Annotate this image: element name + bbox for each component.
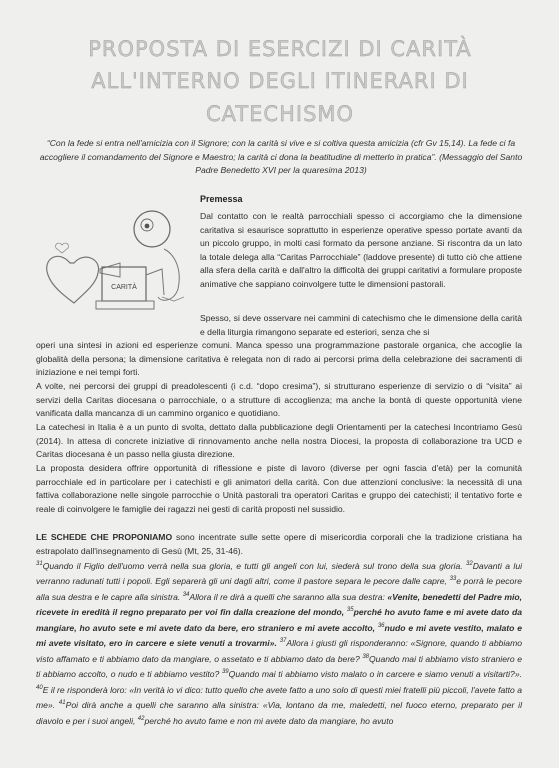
verse-number: 34: [182, 591, 190, 598]
verse-number: 40: [36, 684, 43, 691]
charity-illustration: [40, 205, 200, 325]
verse-text: Quando mai ti abbiamo visto malato o in carcere e siamo venuti a visitarti?».: [228, 669, 522, 680]
premessa-paragraph-5: La proposta desidera offrire opportunità di riflessione e piste di lavoro (diverse per ogni fascia d'età) per la comunità parrocchiale ed in particolare per i catechisti e gli animatori della carità. Con due attenzioni conclusive: la necessità di una fattiva collaborazione nelle singole parrocchie o Unità pastorali tra operatori Caritas e gruppo dei catechisti; il tentativo forte e reale di coinvolgere le famiglie dei ragazzi nei gesti di carità proposti nel sussidio.: [36, 463, 522, 514]
premessa-paragraph-1: Dal contatto con le realtà parrocchiali spesso ci accorgiamo che la dimensione caritativa si esaurisce soprattutto in esperienze operative spesso portate avanti da un piccolo gruppo, in molti casi formato da persone anziane. Si riscontra da un lato la totale delega alla “Caritas Parrocchiale” (laddove presente) di tutto ciò che attiene alla sfera della carità e dall'altro la difficoltà dei gruppi caritativi a formulare proposte animative che sappiano coinvolgere tutte le dimensioni pastorali.: [200, 211, 522, 289]
verse-text-bold: nudo e mi avete vestito, malato e mi avete visitato, ero in carcere e siete venuti a trovarmi».: [36, 622, 522, 649]
schede-paragraph: [36, 531, 522, 558]
verse-text: e porrà le pecore alla sua destra e le capre alla sinistra.: [36, 576, 522, 602]
premessa-paragraph-4: La catechesi in Italia è a un punto di svolta, dettato dalla pubblicazione degli Orientamenti per la catechesi Incontriamo Gesù (2014). In attesa di concrete iniziative di rinnovamento anche nella nostra Diocesi, la proposta di collaborazione tra UCD e Caritas diocesana è un passo nella giusta direzione.: [36, 422, 522, 460]
verse-text: E il re risponderà loro: «In verità io vi dico: tutto quello che avete fatto a uno solo di questi miei fratelli più piccoli, l'avete fatto a me».: [36, 684, 522, 710]
verse-number: 31: [36, 561, 43, 567]
verse-text: Poi dirà anche a quelli che saranno alla sinistra: «Via, lontano da me, maledetti, nel fuoco eterno, preparato per il diavolo e per i suoi angeli,: [36, 699, 522, 726]
premessa-paragraph-2a: Spesso, si deve osservare nei cammini di catechismo che le dimensione della carità e della liturgia rimangono separate ed esteriori, senza che si: [200, 313, 522, 337]
verse-text-bold: «Venite, benedetti del Padre mio, ricevete in eredità il regno preparato per voi fin dalla creazione del mondo,: [36, 591, 522, 618]
schede-heading: LE SCHEDE CHE PROPONIAMO: [36, 532, 173, 542]
verse-number: 32: [466, 561, 473, 567]
verse-number: 37: [279, 638, 287, 645]
charity-box-label: CARITÀ: [111, 284, 137, 291]
verse-number: 36: [377, 622, 385, 629]
verse-number: 41: [58, 700, 66, 707]
title-line-3: CATECHISMO: [205, 102, 355, 126]
premessa-paragraph-3: A volte, nei percorsi dei gruppi di preadolescenti (i c.d. “dopo cresima”), si strutturano esperienze di servizio o di “visita” ai servizi della Caritas diocesana o parrocchiale, o a strutture di accoglienza; ma anche la bontà di queste opportunità viene vanificata dalla mancanza di un cammino organico e quotidiano.: [36, 381, 522, 419]
verse-number: 39: [221, 669, 229, 676]
heart-icon: [47, 256, 99, 303]
title-line-1: PROPOSTA DI ESERCIZI DI CARITÀ: [88, 37, 472, 61]
epigraph-quote: “Con la fede si entra nell'amicizia con il Signore; con la carità si vive e si coltiva questa amicizia (cfr Gv 15,14). La fede ci fa accogliere il comandamento del Signore e Maestro; la carità ci dona la beatitudine di metterlo in pratica”. (Messaggio del Santo Padre Benedetto XVI per la quaresima 2013): [39, 138, 523, 176]
verse-text: Allora i giusti gli risponderanno: «Signore, quando ti abbiamo visto affamato e ti abbiamo dato da mangiare, o assetato e ti abbiamo dato da bere?: [36, 638, 523, 664]
gospel-passage: [36, 558, 522, 728]
verse-number: 38: [362, 653, 369, 660]
schede-text: sono incentrate sulle sette opere di misericordia corporali che la tradizione cristiana ha estrapolato dall'insegnamento di Gesù (Mt, 25, 31-46).: [36, 532, 522, 556]
premessa-paragraph-2b: operi una sintesi in azioni ed esperienze comuni. Manca spesso una programmazione pastorale organica, che accoglie la globalità della persona; la dimensione caritativa è relegata non di rado ai percorsi prima della celebrazione dei sacramenti di iniziazione e nei tempi forti.: [36, 340, 522, 378]
verse-number: 35: [346, 607, 354, 614]
verse-text: Allora il re dirà a quelli che saranno alla sua destra:: [189, 591, 388, 602]
verse-text: perché ho avuto fame e non mi avete dato da mangiare, ho avuto: [144, 715, 394, 726]
verse-text: Quando il Figlio dell'uomo verrà nella sua gloria, e tutti gli angeli con lui, siederà sul trono della sua gloria.: [42, 560, 467, 571]
verse-number: 33: [449, 576, 457, 583]
verse-text: Quando mai ti abbiamo visto straniero e ti abbiamo accolto, o nudo e ti abbiamo vestito?: [36, 653, 522, 680]
verse-text: Davanti a lui verranno radunati tutti i popoli. Egli separerà gli uni dagli altri, come il pastore separa le pecore dalle capre,: [36, 560, 523, 587]
title-line-2: ALL'INTERNO DEGLI ITINERARI DI: [91, 69, 469, 93]
verse-number: 42: [137, 715, 145, 722]
premessa-heading: Premessa: [200, 194, 243, 204]
small-heart-icon: [56, 243, 69, 253]
verse-text-bold: perché ho avuto fame e mi avete dato da mangiare, ho avuto sete e mi avete dato da bere, ero straniero e mi avete accolto,: [36, 607, 522, 633]
